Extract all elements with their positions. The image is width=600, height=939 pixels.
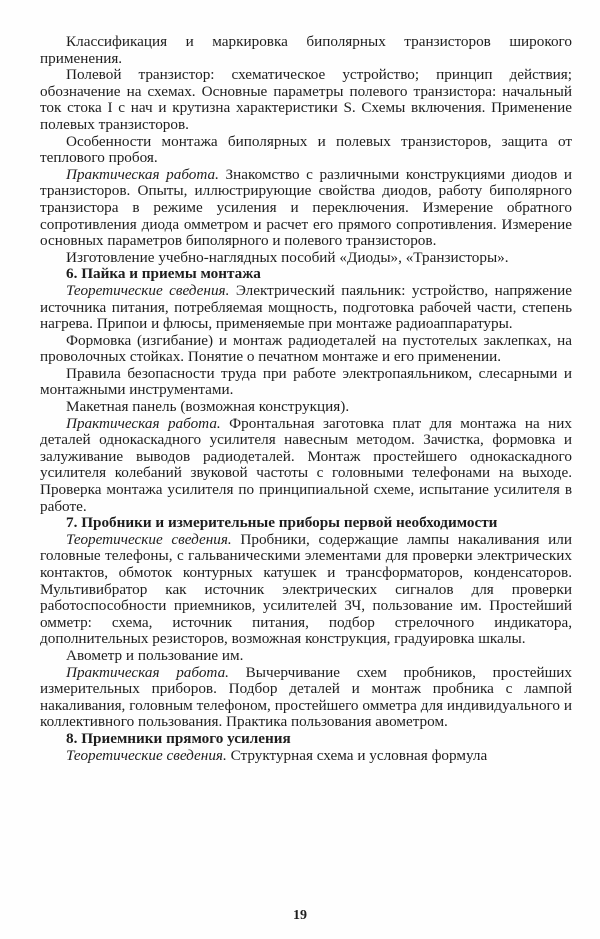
paragraph <box>40 167 572 250</box>
paragraph-text: Макетная панель (возможная конструкция). <box>66 398 350 416</box>
paragraph <box>40 665 572 731</box>
paragraph-text: Авометр и пользование им. <box>66 646 244 664</box>
paragraph-lead: Практическая работа. <box>66 663 229 681</box>
paragraph-text: Особенности монтажа биполярных и полевых транзисторов, защита от теплового пробоя. <box>40 132 572 167</box>
paragraph-text: Полевой транзистор: схематическое устройство; принцип действия; обозначение на схемах. Основные параметры полевого транзистора: начальный ток стока I с нач и крутизна характеристики S. Схемы включения. Применение полевых транзисторов. <box>40 66 572 133</box>
paragraph-lead: Теоретические сведения. <box>66 746 227 764</box>
paragraph-lead: Теоретические сведения. <box>66 530 232 548</box>
paragraph-lead: Теоретические сведения. <box>66 281 230 299</box>
paragraph <box>40 283 572 333</box>
paragraph <box>40 748 572 765</box>
paragraph-text: Структурная схема и условная формула <box>226 746 488 764</box>
paragraph <box>40 648 572 665</box>
paragraph-text: Пробники, содержащие лампы накаливания или головные телефоны, с гальваническими элементами для проверки электрических контактов, обмоток контурных катушек и трансформаторов, конденсаторов. Мультивибратор как источник электрических сигналов для проверки работоспособности приемников, усилителей ЗЧ, пользование им. Простейший омметр: схема, источник питания, подбор стрелочного индикатора, дополнительных резисторов, возможная конструкция, градуировка шкалы. <box>40 530 572 648</box>
paragraph-text: Знакомство с различными конструкциями диодов и транзисторов. Опыты, иллюстрирующие свойства диодов, работу биполярного транзистора в режиме усиления и переключения. Измерение обратного сопротивления диода омметром и расчет его прямого сопротивления. Измерение основных параметров биполярного и полевого транзисторов. <box>40 165 572 250</box>
paragraph-text: Правила безопасности труда при работе электропаяльником, слесарными и монтажными инструментами. <box>40 364 572 399</box>
paragraph-text: Электрический паяльник: устройство, напряжение источника питания, потребляемая мощность, подготовка рабочей части, степень нагрева. Припои и флюсы, применяемые при монтаже радиоаппаратуры. <box>40 281 572 333</box>
paragraph-text: Формовка (изгибание) и монтаж радиодеталей на пустотелых заклепках, на проволочных стойках. Понятие о печатном монтаже и его применении. <box>40 331 572 366</box>
section-heading: 6. Пайка и приемы монтажа <box>66 265 261 283</box>
paragraph <box>40 366 572 399</box>
paragraph <box>40 399 572 416</box>
paragraph <box>40 333 572 366</box>
paragraph <box>40 67 572 133</box>
paragraph <box>40 416 572 516</box>
paragraph-text: Изготовление учебно-наглядных пособий «Диоды», «Транзисторы». <box>66 248 509 266</box>
page-content <box>40 34 572 764</box>
paragraph <box>40 34 572 67</box>
paragraph-text: Фронтальная заготовка плат для монтажа на них деталей однокаскадного усилителя навесным методом. Зачистка, формовка и залуживание выводов радиодеталей. Монтаж простейшего однокаскадного усилителя колебаний звуковой частоты с головными телефонами на выходе. Проверка монтажа усилителя по принципиальной схеме, испытание усилителя в работе. <box>40 414 572 515</box>
paragraph <box>40 250 572 267</box>
paragraph-text: Вычерчивание схем пробников, простейших измерительных приборов. Подбор деталей и монтаж пробника с лампой накаливания, головным телефоном, простейшего омметра для индивидуального и коллективного пользования. Практика пользования авометром. <box>40 663 572 731</box>
page-number: 19 <box>293 908 307 923</box>
section-heading: 8. Приемники прямого усиления <box>66 729 291 747</box>
paragraph-lead: Практическая работа. <box>66 165 219 183</box>
paragraph-lead: Практическая работа. <box>66 414 221 432</box>
paragraph <box>40 532 572 648</box>
section-heading: 7. Пробники и измерительные приборы первой необходимости <box>66 514 498 532</box>
paragraph <box>40 134 572 167</box>
paragraph-text: Классификация и маркировка биполярных транзисторов широкого применения. <box>40 33 572 67</box>
